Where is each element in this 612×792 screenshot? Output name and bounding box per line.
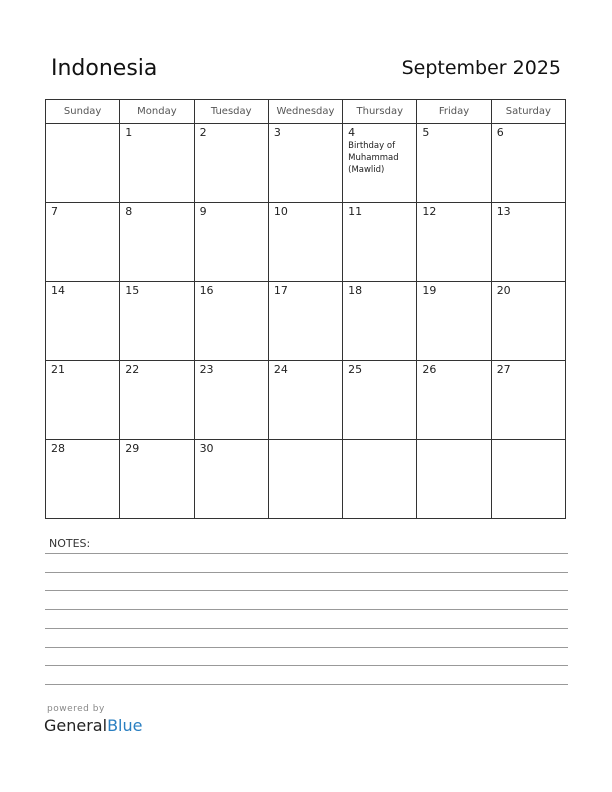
week-row (46, 124, 566, 203)
country-title: Indonesia (51, 56, 158, 81)
day-cell (343, 282, 417, 361)
day-cell (46, 440, 120, 519)
brand-logo (44, 716, 142, 735)
day-number: 2 (199, 126, 207, 139)
note-line (45, 628, 568, 629)
day-cell (268, 124, 342, 203)
powered-by-text: powered by (47, 704, 105, 714)
brand-blue: Blue (107, 716, 143, 735)
day-cell (194, 440, 268, 519)
day-number: 8 (125, 205, 133, 218)
day-cell (46, 361, 120, 440)
weekday-header: Friday (417, 100, 491, 124)
brand-general: General (44, 716, 108, 735)
day-cell (491, 361, 565, 440)
day-number: 5 (422, 126, 430, 139)
day-number: 23 (199, 363, 214, 376)
day-cell (194, 124, 268, 203)
day-cell (46, 282, 120, 361)
day-number: 13 (496, 205, 511, 218)
day-number: 15 (125, 284, 140, 297)
day-number: 30 (199, 442, 214, 455)
day-cell (343, 440, 417, 519)
day-cell (491, 282, 565, 361)
day-number: 27 (496, 363, 511, 376)
day-number: 21 (51, 363, 65, 376)
day-number: 29 (125, 442, 140, 455)
day-number: 25 (348, 363, 363, 376)
day-number: 1 (125, 126, 133, 139)
note-line (45, 647, 568, 648)
note-line (45, 590, 568, 591)
day-cell (120, 440, 194, 519)
day-number: 4 (348, 126, 356, 139)
day-cell (343, 361, 417, 440)
day-number: 26 (422, 363, 437, 376)
holiday-label: Birthday of Muhammad (Mawlid) (348, 141, 399, 175)
note-line (45, 684, 568, 685)
weekday-header: Wednesday (268, 100, 342, 124)
weekday-header-row (46, 100, 566, 124)
day-number: 16 (199, 284, 214, 297)
day-number: 19 (422, 284, 437, 297)
day-cell (268, 282, 342, 361)
day-cell (120, 124, 194, 203)
calendar-grid (45, 99, 566, 519)
note-line (45, 665, 568, 666)
day-number: 3 (273, 126, 281, 139)
day-cell (343, 203, 417, 282)
weekday-header: Sunday (46, 100, 120, 124)
day-cell (268, 203, 342, 282)
day-cell (268, 361, 342, 440)
day-number: 24 (273, 363, 288, 376)
day-number: 14 (51, 284, 65, 297)
day-number: 17 (273, 284, 288, 297)
note-line (45, 553, 568, 554)
note-line (45, 609, 568, 610)
week-row (46, 203, 566, 282)
day-cell (491, 203, 565, 282)
day-cell (417, 282, 491, 361)
day-number: 22 (125, 363, 140, 376)
weekday-header: Tuesday (194, 100, 268, 124)
day-number: 20 (496, 284, 511, 297)
day-cell (343, 124, 417, 203)
day-cell (417, 124, 491, 203)
day-number: 11 (348, 205, 363, 218)
week-row (46, 361, 566, 440)
day-cell (46, 124, 120, 203)
week-row (46, 440, 566, 519)
week-row (46, 282, 566, 361)
day-cell (46, 203, 120, 282)
day-cell (417, 361, 491, 440)
day-number: 7 (51, 205, 58, 218)
day-cell (120, 282, 194, 361)
day-cell (417, 203, 491, 282)
weekday-header: Thursday (343, 100, 417, 124)
day-number: 28 (51, 442, 65, 455)
notes-label: NOTES: (49, 537, 91, 550)
weekday-header: Monday (120, 100, 194, 124)
day-number: 9 (199, 205, 207, 218)
day-cell (120, 203, 194, 282)
day-cell (194, 282, 268, 361)
day-cell (491, 440, 565, 519)
day-cell (194, 203, 268, 282)
day-cell (194, 361, 268, 440)
weekday-header: Saturday (491, 100, 565, 124)
day-cell (417, 440, 491, 519)
note-line (45, 572, 568, 573)
day-number: 12 (422, 205, 437, 218)
month-year-title: September 2025 (401, 57, 561, 79)
day-cell (491, 124, 565, 203)
day-cell (120, 361, 194, 440)
day-cell (268, 440, 342, 519)
day-number: 10 (273, 205, 288, 218)
day-number: 6 (496, 126, 504, 139)
day-number: 18 (348, 284, 363, 297)
